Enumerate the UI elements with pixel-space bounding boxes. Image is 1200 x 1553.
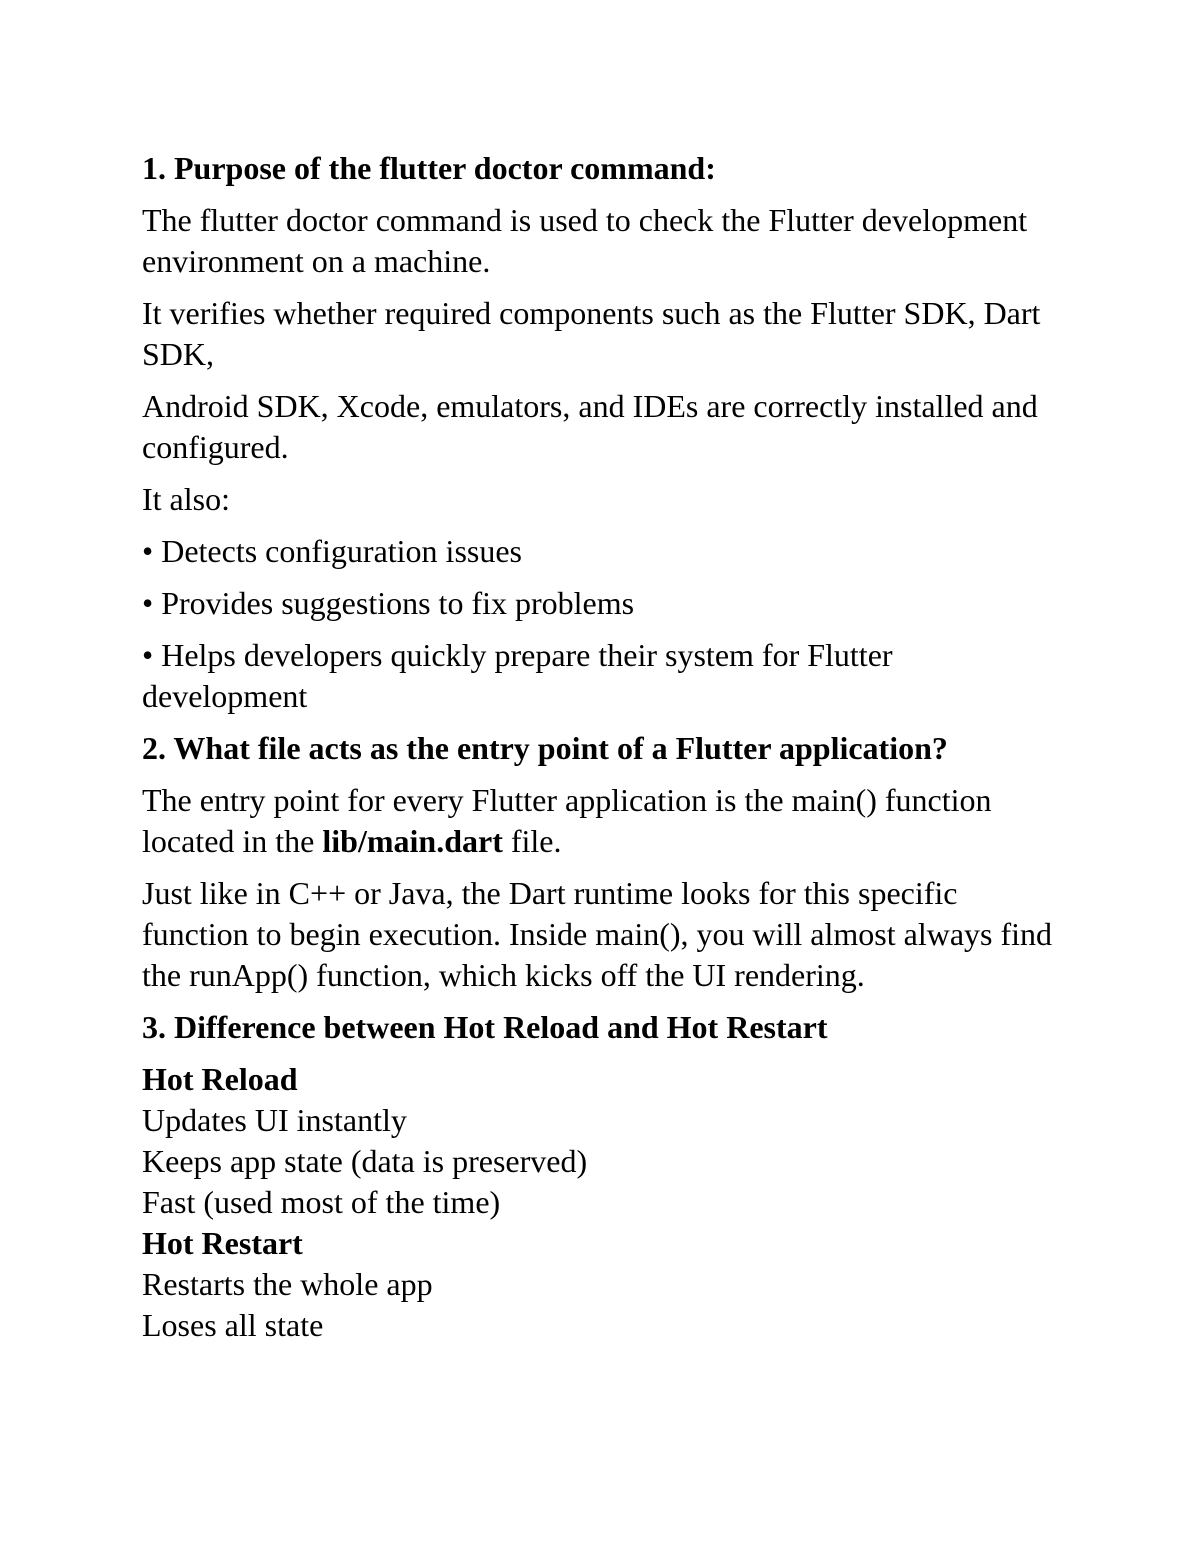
hot-restart-line: Loses all state (142, 1307, 324, 1343)
section1-heading: 1. Purpose of the flutter doctor command: (142, 150, 716, 186)
section3-heading: 3. Difference between Hot Reload and Hot Restart (142, 1009, 828, 1045)
section2-heading: 2. What file acts as the entry point of a Flutter application? (142, 730, 948, 766)
hot-reload-line: Fast (used most of the time) (142, 1184, 501, 1220)
document-page (142, 148, 1062, 1346)
section1-para1: The flutter doctor command is used to check the Flutter development environment on a machine. (142, 202, 1028, 279)
section1-para3: Android SDK, Xcode, emulators, and IDEs are correctly installed and configured. (142, 388, 1038, 465)
hot-restart-line: Restarts the whole app (142, 1266, 433, 1302)
bullet-item: • Helps developers quickly prepare their system for Flutter development (142, 637, 893, 714)
section2-para1 (142, 780, 1062, 862)
section1-para2: It verifies whether required components such as the Flutter SDK, Dart SDK, (142, 295, 1041, 372)
hot-reload-line: Keeps app state (data is preserved) (142, 1143, 588, 1179)
bullet-item: • Provides suggestions to fix problems (142, 585, 635, 621)
hot-reload-line: Updates UI instantly (142, 1102, 407, 1138)
hot-reload-title: Hot Reload (142, 1061, 298, 1097)
main-dart-filename: lib/main.dart (322, 823, 503, 859)
section2-para1-tail: file. (502, 823, 562, 859)
section2-para1-text: The entry point for every Flutter application is the main() function located in the (142, 782, 992, 859)
bullet-item: • Detects configuration issues (142, 533, 522, 569)
section1-para4: It also: (142, 481, 230, 517)
hot-restart-title: Hot Restart (142, 1225, 303, 1261)
section2-para2: Just like in C++ or Java, the Dart runtime looks for this specific function to begin execution. Inside main(), you will almost always find the runApp() function, which kicks off the UI rendering. (142, 875, 1053, 993)
